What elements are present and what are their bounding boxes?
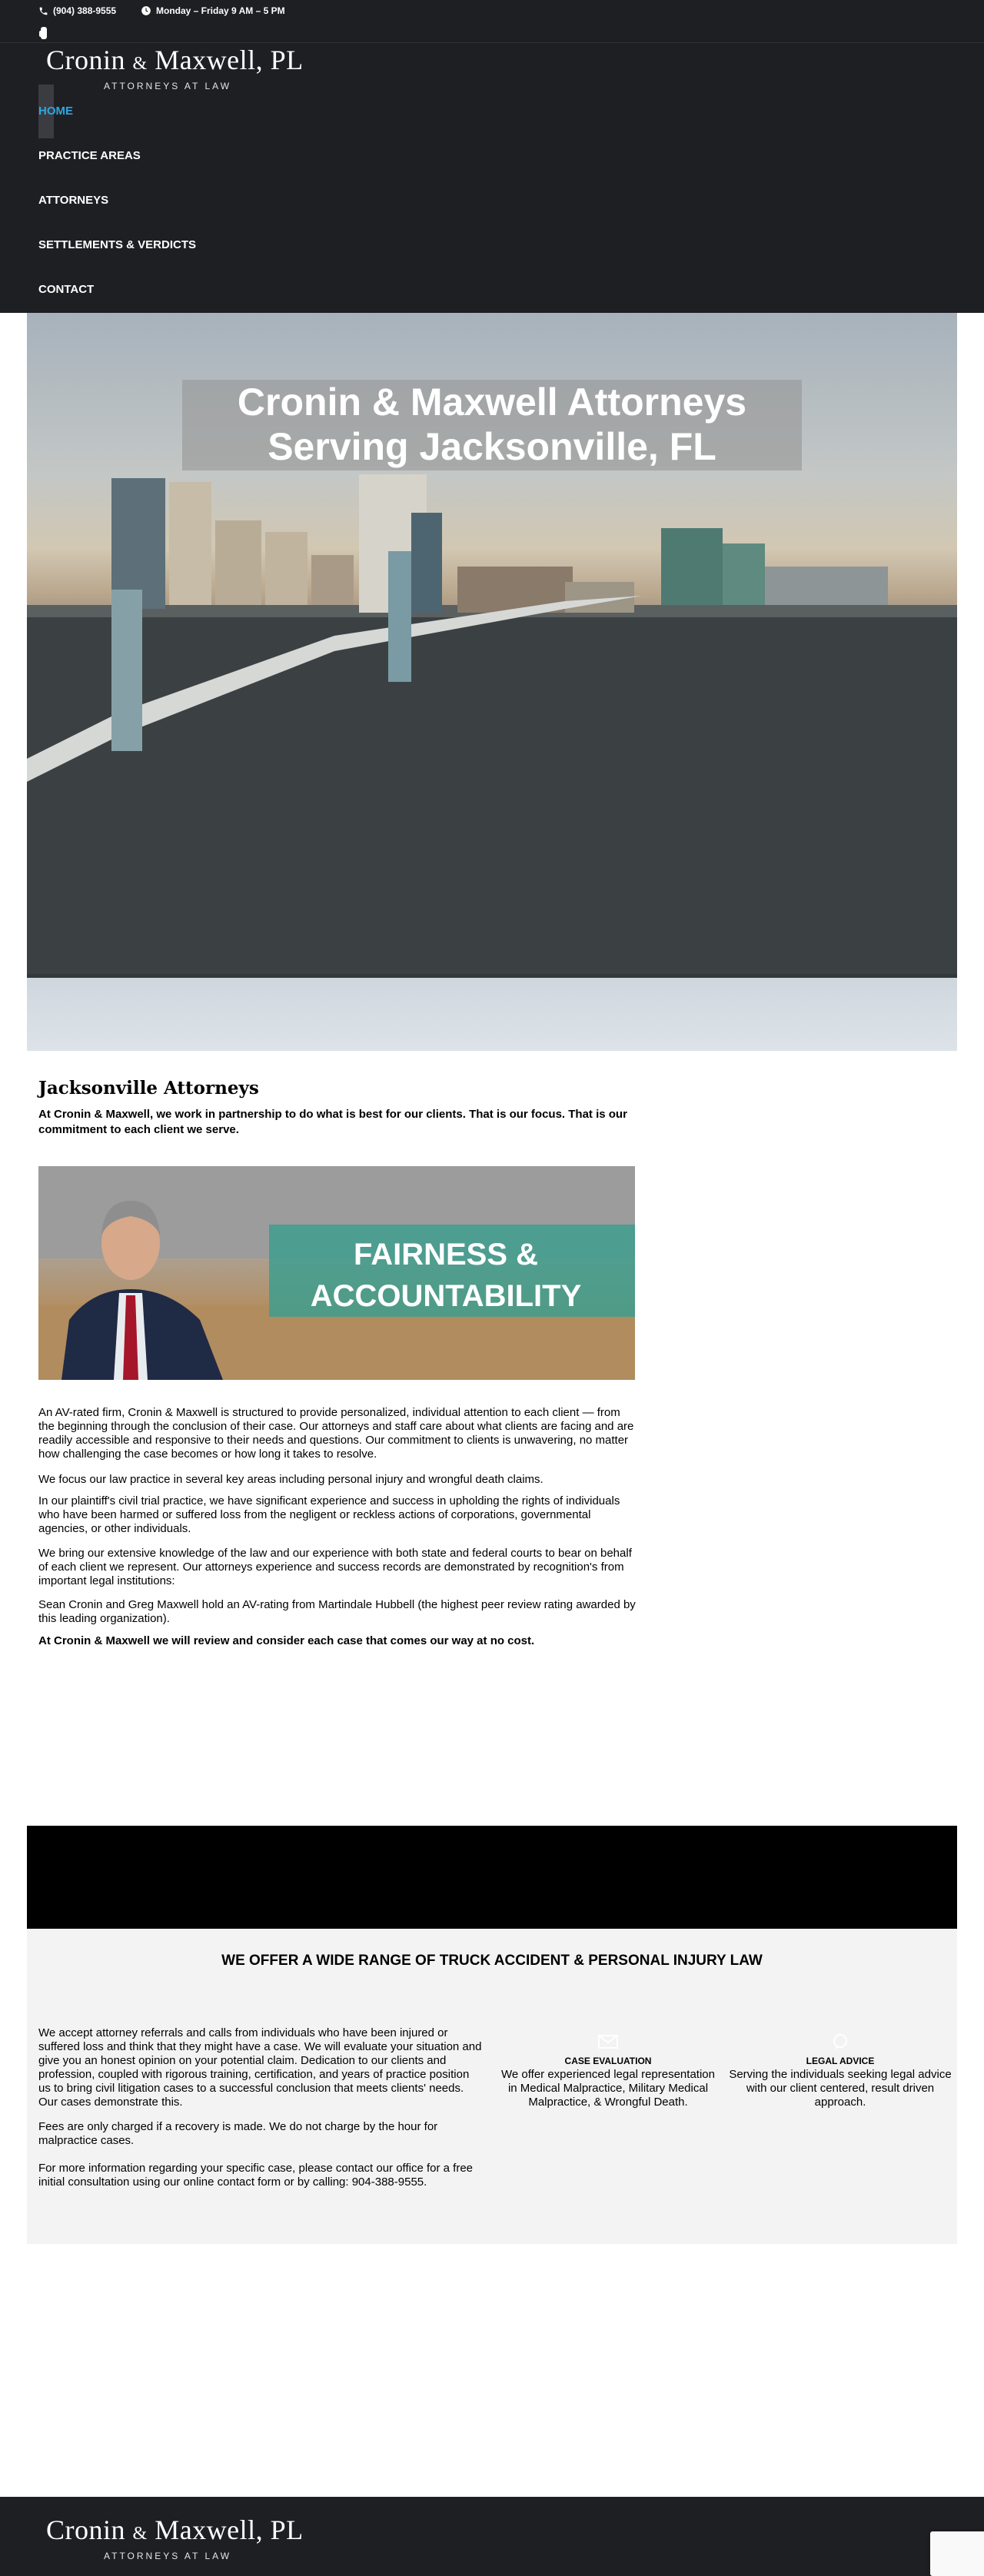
footer-logo-tagline: ATTORNEYS AT LAW bbox=[104, 2551, 232, 2561]
section-lead: At Cronin & Maxwell, we work in partnership to do what is best for our clients. That is our focus. That is our commitment to each client we serve. bbox=[38, 1108, 627, 1136]
clock-icon bbox=[141, 5, 151, 16]
intro-paragraph-1: An AV-rated firm, Cronin & Maxwell is structured to provide personalized, individual attention to each client — from the beginning through the conclusion of their case. Our attorneys and staff care about what clients are facing and are readily accessible and responsive to their needs and questions. Our commitment to clients is unwavering, no matter how challenging the case becomes or how long it takes to resolve. bbox=[38, 1406, 634, 1461]
nav-item-practice-areas[interactable]: PRACTICE AREAS bbox=[38, 149, 141, 162]
services-heading: WE OFFER A WIDE RANGE OF TRUCK ACCIDENT & PERSONAL INJURY LAW bbox=[221, 1953, 763, 1969]
logo-name-first: Cronin bbox=[46, 45, 126, 75]
hero-title-line1: Cronin & Maxwell Attorneys bbox=[237, 381, 747, 424]
section-heading: Jacksonville Attorneys bbox=[38, 1078, 259, 1099]
intro-paragraph-5: Sean Cronin and Greg Maxwell hold an AV-rating from Martindale Hubbell (the highest peer review rating awarded by this leading organization). bbox=[38, 1598, 636, 1625]
phone-link[interactable] bbox=[38, 4, 116, 18]
hand-icon[interactable] bbox=[38, 25, 49, 41]
banner-slogan bbox=[265, 1234, 627, 1317]
feature-case-evaluation bbox=[497, 2033, 720, 2109]
services-paragraph-1: We accept attorney referrals and calls from individuals who have been injured or suffered loss and think that they might have a case. We will evaluate your situation and give you an honest opinion on your potential claim. Dedication to our clients and profession, coupled with rigorous training, certification, and years of practice position us to bring civil litigation cases to a successful conclusion that meets clients' needs. Our cases demonstrate this. bbox=[38, 2026, 482, 2109]
intro-paragraph-3: In our plaintiff's civil trial practice, we have significant experience and success in upholding the rights of individuals who have been harmed or suffered loss from the negligent or reckless actions of corporations, governmental agencies, or other individuals. bbox=[38, 1494, 620, 1535]
video-placeholder bbox=[27, 1826, 957, 1929]
footer-logo-ampersand: & bbox=[132, 2524, 148, 2544]
logo-wordmark bbox=[46, 46, 308, 78]
footer-logo-wordmark bbox=[46, 2516, 308, 2548]
feature-legal-advice bbox=[729, 2033, 952, 2109]
feature-text: We offer experienced legal representation in Medical Malpractice, Military Medical Malpractice, & Wrongful Death. bbox=[501, 2068, 715, 2109]
site-logo[interactable] bbox=[46, 46, 308, 92]
banner-slogan-line2: ACCOUNTABILITY bbox=[310, 1279, 582, 1313]
footer-logo-name-second: Maxwell, PL bbox=[155, 2515, 304, 2545]
intro-paragraph-2: We focus our law practice in several key areas including personal injury and wrongful death claims. bbox=[38, 1473, 544, 1486]
intro-paragraph-4: We bring our extensive knowledge of the law and our experience with both state and federal courts to bear on behalf of each client we represent. Our attorneys experience and success records are demonstrated by recognition's from important legal institutions: bbox=[38, 1547, 632, 1587]
phone-number: (904) 388-9555 bbox=[53, 5, 117, 16]
footer-logo[interactable] bbox=[46, 2516, 308, 2561]
office-hours-text: Monday – Friday 9 AM – 5 PM bbox=[156, 5, 285, 16]
logo-tagline: ATTORNEYS AT LAW bbox=[104, 81, 232, 91]
recaptcha-badge[interactable] bbox=[930, 2531, 984, 2576]
nav-item-home[interactable]: HOME bbox=[38, 105, 73, 118]
logo-name-second: Maxwell, PL bbox=[155, 45, 304, 75]
nav-item-attorneys[interactable]: ATTORNEYS bbox=[38, 194, 109, 207]
hero-title bbox=[182, 380, 802, 469]
footer-logo-name-first: Cronin bbox=[46, 2515, 126, 2545]
feature-text: Serving the individuals seeking legal advice with our client centered, result driven approach. bbox=[729, 2068, 952, 2109]
topbar-divider bbox=[0, 42, 984, 43]
logo-ampersand: & bbox=[132, 54, 148, 74]
phone-icon bbox=[38, 6, 48, 16]
services-paragraph-2: Fees are only charged if a recovery is made. We do not charge by the hour for malpractice cases. bbox=[38, 2120, 438, 2147]
hero-sky-strip bbox=[27, 978, 957, 1051]
banner-slogan-line1: FAIRNESS & bbox=[353, 1238, 539, 1271]
hero-title-line2: Serving Jacksonville, FL bbox=[268, 425, 716, 468]
nav-item-settlements-verdicts[interactable]: SETTLEMENTS & VERDICTS bbox=[38, 238, 197, 251]
envelope-icon bbox=[598, 2033, 618, 2050]
chat-icon bbox=[830, 2033, 850, 2050]
feature-title: LEGAL ADVICE bbox=[806, 2056, 875, 2066]
feature-title: CASE EVALUATION bbox=[564, 2056, 652, 2066]
intro-closing: At Cronin & Maxwell we will review and consider each case that comes our way at no cost. bbox=[38, 1634, 535, 1647]
nav-item-contact[interactable]: CONTACT bbox=[38, 283, 95, 296]
office-hours bbox=[141, 4, 285, 18]
services-paragraph-3: For more information regarding your specific case, please contact our office for a free initial consultation using our online contact form or by calling: 904-388-9555. bbox=[38, 2162, 473, 2189]
